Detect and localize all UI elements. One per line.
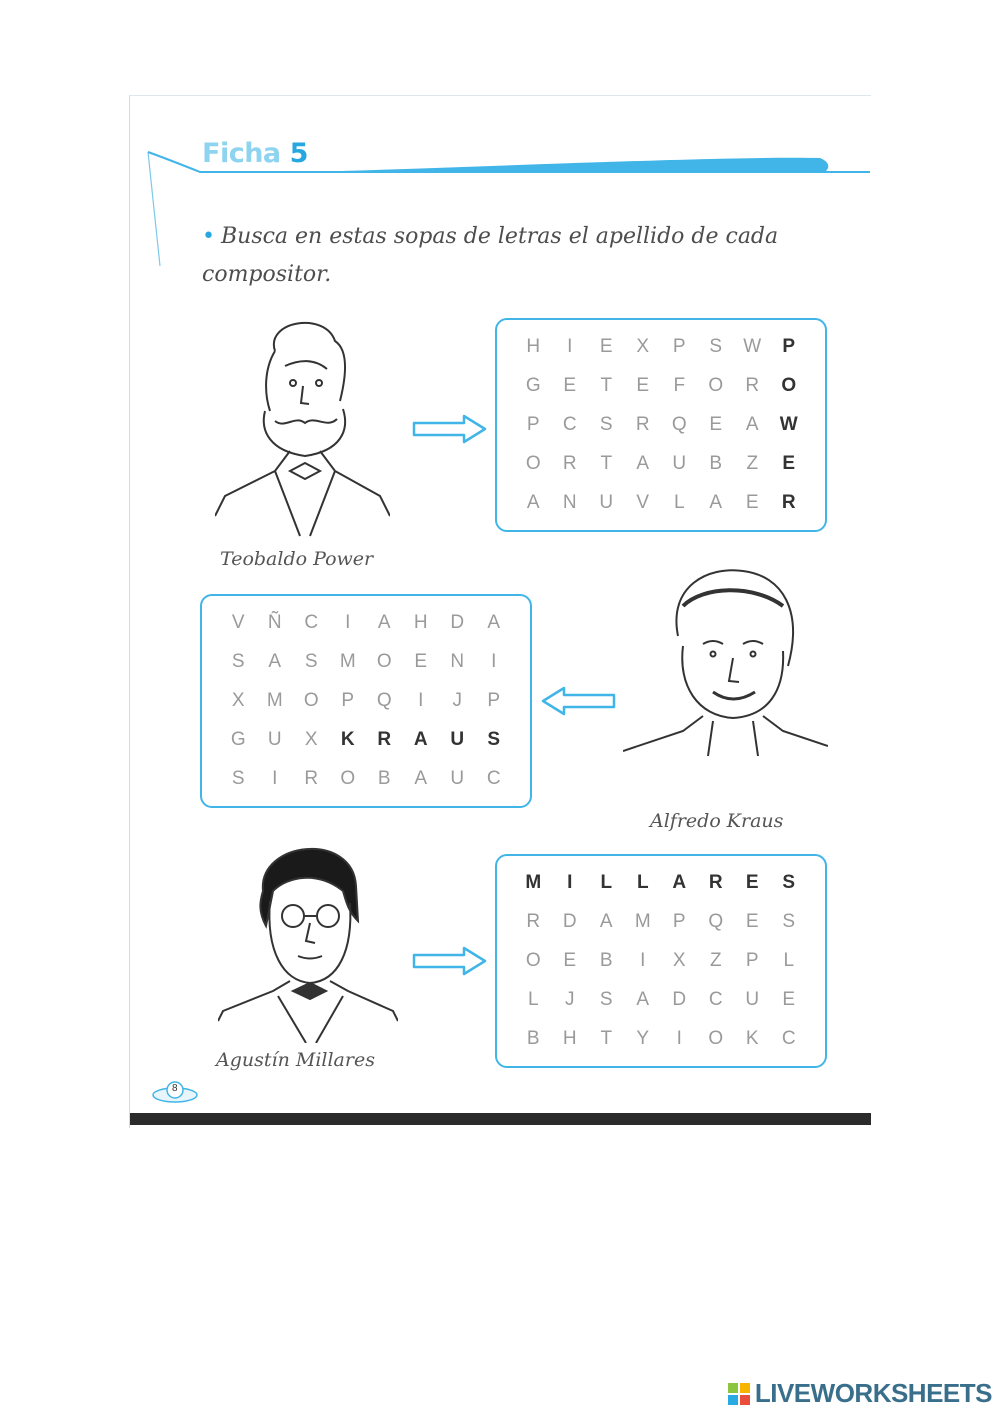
- grid-letter[interactable]: R: [745, 375, 760, 397]
- grid-letter[interactable]: G: [230, 728, 246, 750]
- grid-letter[interactable]: Ñ: [267, 612, 282, 634]
- title-word: Ficha: [202, 138, 281, 169]
- grid-letter[interactable]: C: [562, 413, 577, 435]
- grid-letter[interactable]: O: [708, 1027, 724, 1049]
- liveworksheets-brand[interactable]: [727, 1378, 992, 1409]
- grid-letter[interactable]: U: [450, 728, 465, 750]
- grid-letter[interactable]: I: [272, 767, 278, 789]
- grid-letter[interactable]: E: [782, 452, 796, 474]
- grid-letter[interactable]: C: [781, 1027, 796, 1049]
- grid-letter[interactable]: Z: [709, 949, 722, 971]
- grid-letter[interactable]: E: [636, 375, 650, 397]
- composer-name: Teobaldo Power: [220, 548, 374, 570]
- composer-name: Alfredo Kraus: [650, 810, 784, 832]
- grid-letter[interactable]: H: [413, 612, 428, 634]
- grid-letter[interactable]: H: [526, 336, 541, 358]
- grid-letter[interactable]: R: [377, 728, 392, 750]
- worksheet-page: [129, 95, 871, 1128]
- grid-letter[interactable]: B: [377, 767, 391, 789]
- grid-letter[interactable]: L: [527, 988, 539, 1010]
- grid-letter[interactable]: H: [562, 1027, 577, 1049]
- instruction-text: [202, 218, 842, 294]
- grid-letter[interactable]: O: [781, 375, 797, 397]
- grid-letter[interactable]: R: [635, 413, 650, 435]
- grid-letter[interactable]: Z: [746, 452, 759, 474]
- grid-letter[interactable]: C: [708, 988, 723, 1010]
- grid-letter[interactable]: B: [599, 949, 613, 971]
- arrow-right-icon: [412, 946, 488, 976]
- grid-letter[interactable]: E: [782, 988, 796, 1010]
- grid-letter[interactable]: E: [563, 949, 577, 971]
- grid-letter[interactable]: I: [418, 689, 424, 711]
- grid-letter[interactable]: P: [672, 911, 686, 933]
- grid-letter[interactable]: R: [781, 491, 796, 513]
- grid-letter[interactable]: U: [745, 988, 760, 1010]
- grid-letter[interactable]: U: [450, 767, 465, 789]
- composer-portrait-glasses-icon: [218, 831, 398, 1043]
- liveworksheets-logo-icon: [727, 1382, 751, 1406]
- grid-letter[interactable]: E: [563, 375, 577, 397]
- grid-letter[interactable]: M: [266, 689, 283, 711]
- grid-letter[interactable]: O: [303, 689, 319, 711]
- grid-letter[interactable]: E: [745, 491, 759, 513]
- grid-letter[interactable]: P: [341, 689, 355, 711]
- grid-letter[interactable]: P: [672, 336, 686, 358]
- grid-letter[interactable]: Q: [708, 911, 724, 933]
- grid-letter[interactable]: M: [339, 651, 356, 673]
- grid-letter[interactable]: X: [231, 689, 245, 711]
- grid-letter[interactable]: T: [600, 452, 613, 474]
- grid-letter[interactable]: Y: [636, 1027, 650, 1049]
- grid-letter[interactable]: A: [413, 728, 428, 750]
- grid-letter[interactable]: P: [526, 413, 540, 435]
- grid-letter[interactable]: O: [525, 452, 541, 474]
- word-search-grid: [200, 594, 532, 808]
- grid-letter[interactable]: K: [340, 728, 355, 750]
- bullet-icon: •: [202, 224, 215, 249]
- grid-letter[interactable]: V: [231, 612, 245, 634]
- grid-letter[interactable]: S: [709, 336, 723, 358]
- grid-letter[interactable]: B: [709, 452, 723, 474]
- word-search-grid: [495, 318, 827, 532]
- grid-letter[interactable]: B: [526, 1027, 540, 1049]
- composer-portrait-bearded-icon: [215, 311, 390, 546]
- grid-letter[interactable]: I: [567, 872, 573, 894]
- grid-letter[interactable]: A: [526, 491, 540, 513]
- grid-letter[interactable]: A: [745, 413, 759, 435]
- grid-letter[interactable]: E: [745, 911, 759, 933]
- grid-letter[interactable]: W: [743, 336, 762, 358]
- grid-letter[interactable]: R: [526, 911, 541, 933]
- grid-letter[interactable]: S: [782, 911, 796, 933]
- grid-letter[interactable]: V: [636, 491, 650, 513]
- grid-letter[interactable]: J: [452, 689, 462, 711]
- grid-letter[interactable]: J: [565, 988, 575, 1010]
- grid-letter[interactable]: U: [672, 452, 687, 474]
- grid-letter[interactable]: A: [377, 612, 391, 634]
- footer-bar: [130, 1113, 871, 1125]
- grid-letter[interactable]: S: [599, 413, 613, 435]
- grid-letter[interactable]: E: [414, 651, 428, 673]
- grid-letter[interactable]: D: [450, 612, 465, 634]
- grid-letter[interactable]: F: [673, 375, 686, 397]
- grid-letter[interactable]: E: [599, 336, 613, 358]
- grid-letter[interactable]: A: [636, 988, 650, 1010]
- grid-letter[interactable]: D: [672, 988, 687, 1010]
- grid-letter[interactable]: X: [672, 949, 686, 971]
- grid-letter[interactable]: S: [231, 767, 245, 789]
- grid-letter[interactable]: S: [231, 651, 245, 673]
- brand-name: LIVEWORKSHEETS: [754, 1378, 992, 1408]
- grid-letter[interactable]: I: [640, 949, 646, 971]
- grid-letter[interactable]: A: [487, 612, 501, 634]
- grid-letter[interactable]: O: [376, 651, 392, 673]
- grid-letter[interactable]: I: [345, 612, 351, 634]
- grid-letter[interactable]: X: [636, 336, 650, 358]
- grid-letter[interactable]: K: [745, 1027, 759, 1049]
- grid-letter[interactable]: R: [708, 872, 723, 894]
- grid-letter[interactable]: A: [414, 767, 428, 789]
- grid-letter[interactable]: G: [525, 375, 541, 397]
- grid-letter[interactable]: L: [783, 949, 795, 971]
- grid-letter[interactable]: N: [562, 491, 577, 513]
- grid-letter[interactable]: O: [525, 949, 541, 971]
- grid-letter[interactable]: N: [450, 651, 465, 673]
- instruction-label: Busca en estas sopas de letras el apellido de cada compositor.: [202, 224, 779, 287]
- page-number: 8: [172, 1083, 178, 1094]
- word-search-grid: [495, 854, 827, 1068]
- composer-name: Agustín Millares: [216, 1049, 375, 1071]
- grid-letter[interactable]: Q: [376, 689, 392, 711]
- grid-letter[interactable]: P: [782, 336, 796, 358]
- grid-letter[interactable]: R: [304, 767, 319, 789]
- title-number: 5: [289, 138, 308, 169]
- grid-letter[interactable]: U: [267, 728, 282, 750]
- grid-letter[interactable]: M: [525, 872, 542, 894]
- grid-letter[interactable]: I: [491, 651, 497, 673]
- grid-letter[interactable]: S: [304, 651, 318, 673]
- grid-letter[interactable]: S: [599, 988, 613, 1010]
- grid-letter[interactable]: S: [487, 728, 501, 750]
- grid-letter[interactable]: A: [268, 651, 282, 673]
- grid-letter[interactable]: A: [672, 872, 687, 894]
- grid-letter[interactable]: L: [600, 872, 613, 894]
- grid-letter[interactable]: T: [600, 375, 613, 397]
- grid-letter[interactable]: Q: [671, 413, 687, 435]
- grid-letter[interactable]: L: [673, 491, 685, 513]
- arrow-right-icon: [412, 414, 488, 444]
- grid-letter[interactable]: X: [304, 728, 318, 750]
- grid-letter[interactable]: E: [745, 872, 759, 894]
- grid-letter[interactable]: E: [709, 413, 723, 435]
- composer-portrait-smiling-icon: [623, 566, 828, 756]
- grid-letter[interactable]: O: [708, 375, 724, 397]
- grid-letter[interactable]: W: [779, 413, 798, 435]
- grid-letter[interactable]: A: [636, 452, 650, 474]
- grid-letter[interactable]: I: [676, 1027, 682, 1049]
- grid-letter[interactable]: O: [340, 767, 356, 789]
- grid-letter[interactable]: R: [562, 452, 577, 474]
- grid-letter[interactable]: I: [567, 336, 573, 358]
- arrow-left-icon: [540, 686, 616, 716]
- grid-letter[interactable]: U: [599, 491, 614, 513]
- grid-letter[interactable]: L: [636, 872, 649, 894]
- worksheet-title: [202, 138, 308, 169]
- grid-letter[interactable]: T: [600, 1027, 613, 1049]
- grid-letter[interactable]: D: [562, 911, 577, 933]
- grid-letter[interactable]: P: [487, 689, 501, 711]
- grid-letter[interactable]: M: [634, 911, 651, 933]
- grid-letter[interactable]: C: [486, 767, 501, 789]
- grid-letter[interactable]: P: [745, 949, 759, 971]
- grid-letter[interactable]: A: [709, 491, 723, 513]
- grid-letter[interactable]: S: [782, 872, 796, 894]
- grid-letter[interactable]: C: [304, 612, 319, 634]
- grid-letter[interactable]: A: [599, 911, 613, 933]
